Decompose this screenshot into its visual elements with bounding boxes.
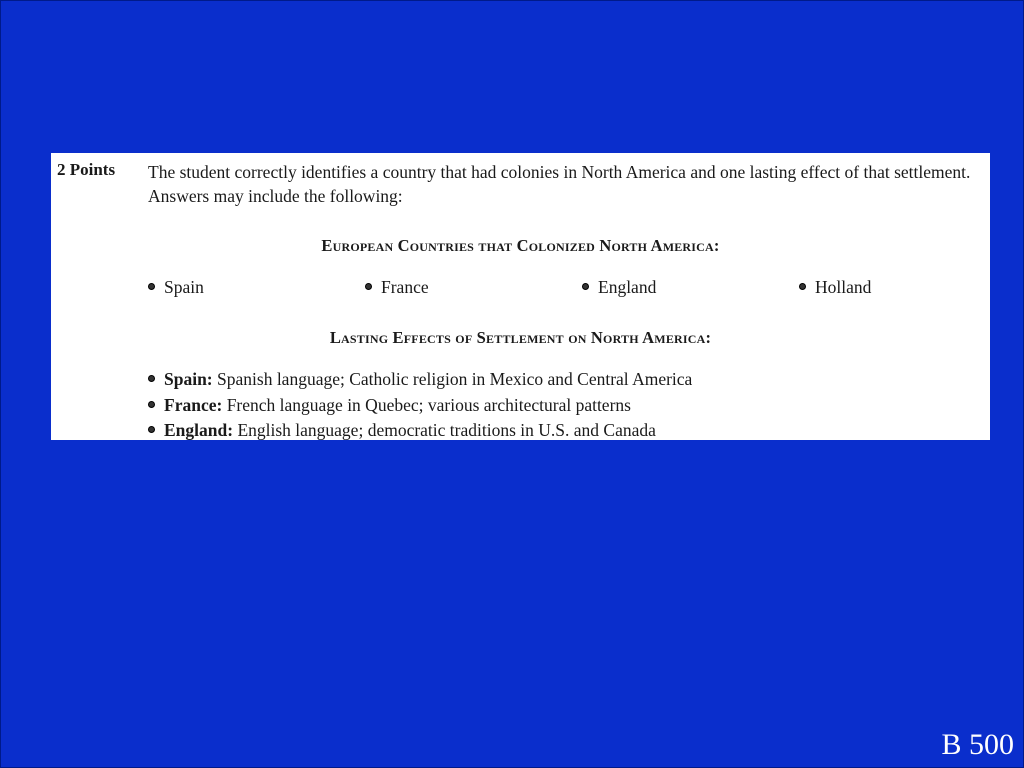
bullet-icon — [148, 426, 155, 433]
slide-code: B 500 — [941, 728, 1014, 761]
effect-item-spain — [148, 367, 978, 393]
effect-item-england — [148, 418, 978, 440]
country-item-england — [582, 277, 656, 298]
effect-country: France: — [164, 394, 223, 415]
bullet-icon — [582, 283, 589, 290]
bullet-icon — [799, 283, 806, 290]
country-label: England — [598, 277, 657, 297]
effect-item-france — [148, 393, 978, 419]
bullet-icon — [148, 283, 155, 290]
effect-text: Spanish language; Catholic religion in Mexico and Central America — [217, 369, 693, 389]
country-label: Spain — [164, 277, 204, 297]
rubric-panel — [51, 153, 990, 440]
effect-text: English language; democratic traditions in U.S. and Canada — [237, 420, 656, 440]
effect-country: England: — [164, 420, 234, 440]
countries-heading: European Countries that Colonized North America: — [321, 236, 720, 255]
country-item-holland — [799, 277, 871, 298]
effect-country: Spain: — [164, 369, 213, 389]
bullet-icon — [365, 283, 372, 290]
country-label: France — [381, 277, 429, 297]
effects-list — [148, 367, 978, 440]
effects-heading: Lasting Effects of Settlement on North America: — [329, 328, 712, 347]
country-label: Holland — [815, 277, 872, 297]
country-item-france — [365, 277, 429, 298]
country-item-spain — [148, 277, 204, 298]
points-label: 2 Points — [57, 160, 116, 179]
bullet-icon — [148, 401, 155, 408]
bullet-icon — [148, 375, 155, 382]
effect-text: French language in Quebec; various architectural patterns — [226, 394, 631, 415]
rubric-intro: The student correctly identifies a country that had colonies in North America and one lasting effect of that settlement. Answers may include the following: — [148, 162, 971, 206]
